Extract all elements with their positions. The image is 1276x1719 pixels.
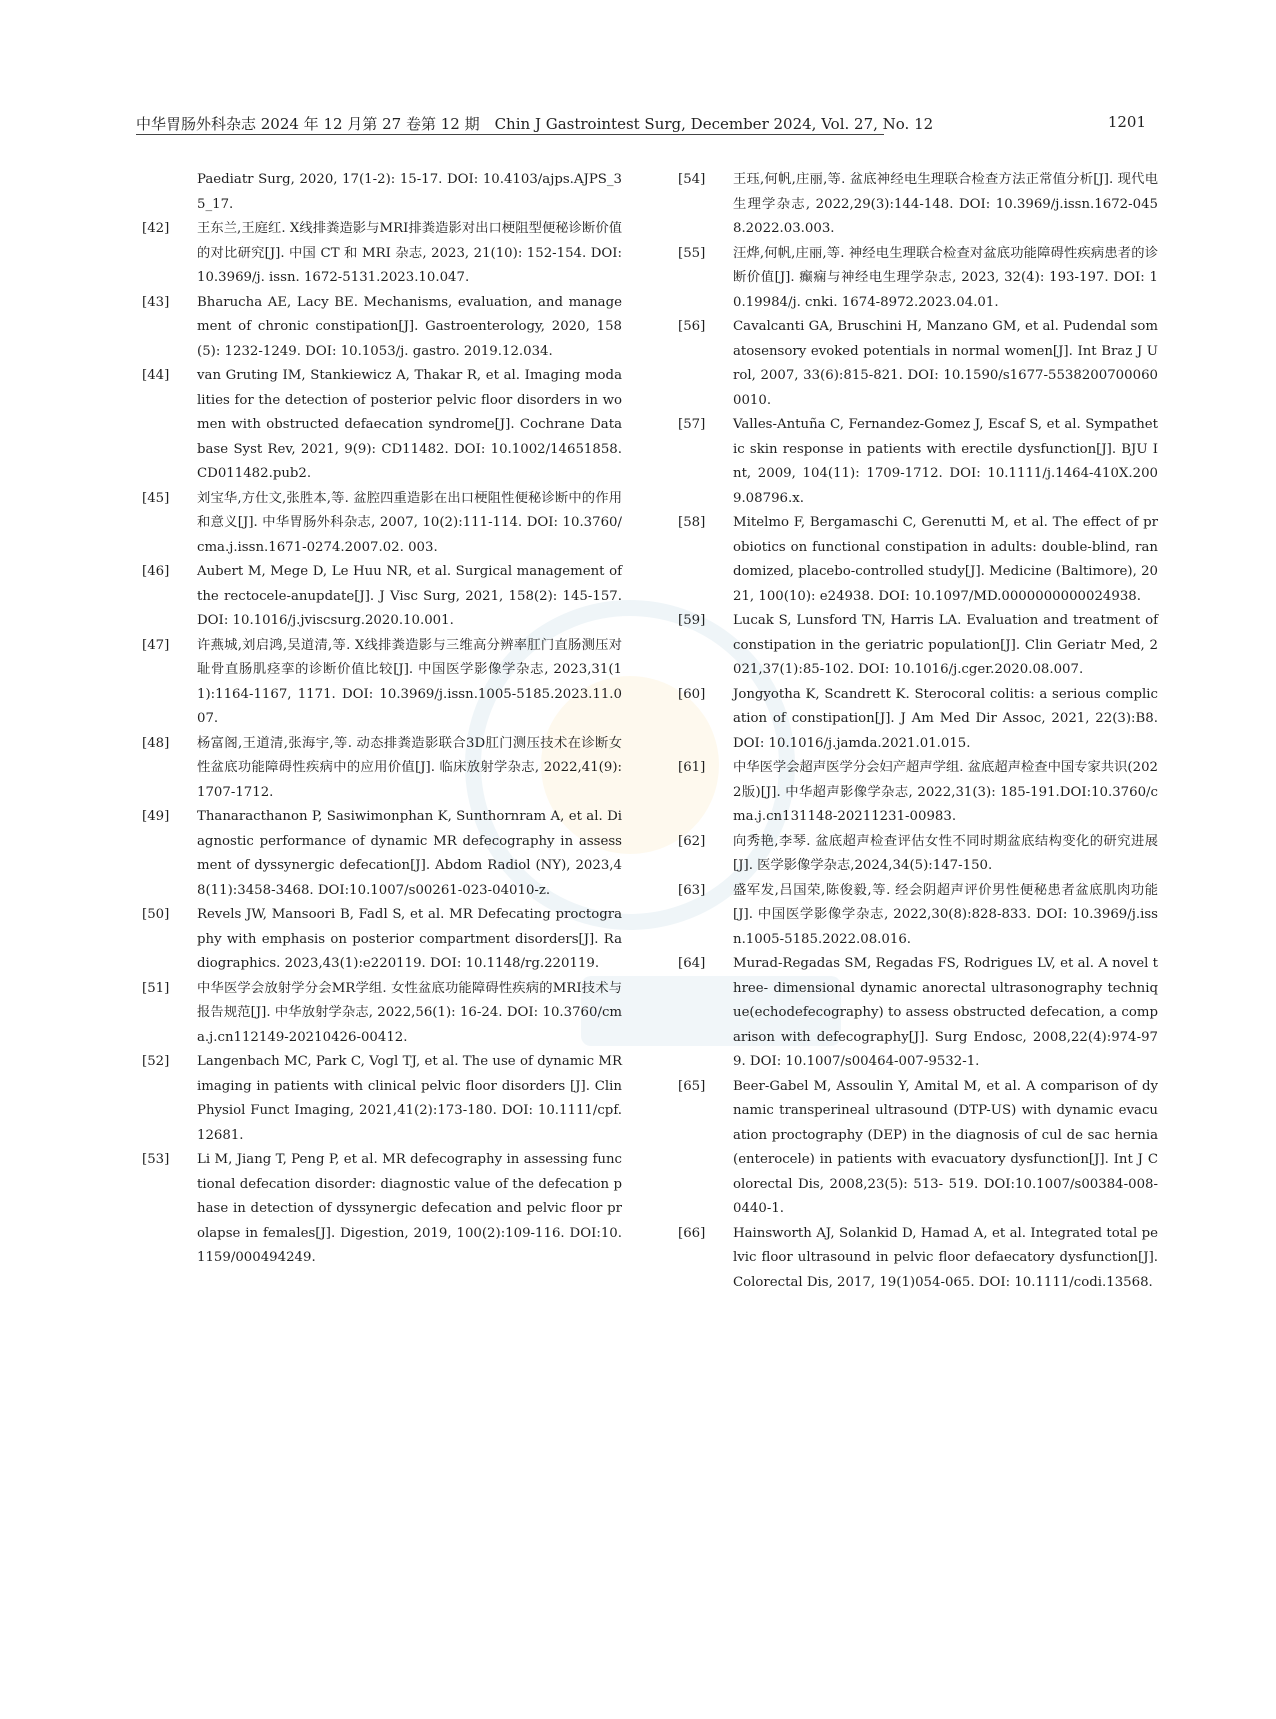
reference-number: [63]: [678, 882, 706, 898]
reference-text: 王珏,何帆,庄丽,等. 盆底神经电生理联合检查方法正常值分析[J]. 现代电生理学杂志, 2022,29(3):144-148. DOI: 10.3969/j.issn.1672-0458.2022.03.003.: [733, 172, 1158, 236]
reference-number: [55]: [678, 245, 706, 261]
reference-number: [52]: [142, 1054, 170, 1069]
reference-number: [58]: [678, 515, 706, 530]
reference-text: Revels JW, Mansoori B, Fadl S, et al. MR Defecating proctography with emphasis on posterior compartment disorders[J]. Radiographics. 2023,43(1):e220119. DOI: 10.1148/rg.220119.: [197, 907, 622, 971]
reference-number: [51]: [142, 980, 170, 996]
reference-number: [48]: [142, 735, 170, 751]
reference-item: [142, 805, 622, 903]
reference-text: 向秀艳,李琴. 盆底超声检查评估女性不同时期盆底结构变化的研究进展[J]. 医学影像学杂志,2024,34(5):147-150.: [733, 833, 1158, 873]
reference-item: [142, 291, 622, 365]
reference-text: Li M, Jiang T, Peng P, et al. MR defecography in assessing functional defecation disorder: diagnostic value of the defecation phase in detection of dyssynergic defecation and pelvic floor prolapse in females[J]. Digestion, 2019, 100(2):109-116. DOI:10.1159/000494249.: [197, 1152, 622, 1265]
reference-item: [678, 879, 1158, 953]
reference-text: 中华医学会放射学分会MR学组. 女性盆底功能障碍性疾病的MRI技术与报告规范[J]. 中华放射学杂志, 2022,56(1): 16-24. DOI: 10.3760/cma.j.cn112149-20210426-00412.: [197, 980, 622, 1045]
reference-text: 汪烨,何帆,庄丽,等. 神经电生理联合检查对盆底功能障碍性疾病患者的诊断价值[J]. 癫痫与神经电生理学杂志, 2023, 32(4): 193-197. DOI: 10.19984/j. cnki. 1674-8972.2023.04.01.: [733, 245, 1158, 310]
reference-number: [47]: [142, 637, 170, 653]
reference-text: Valles-Antuña C, Fernandez-Gomez J, Escaf S, et al. Sympathetic skin response in patients with erectile dysfunction[J]. BJU Int, 2009, 104(11): 1709-1712. DOI: 10.1111/j.1464-410X.2009.08796.x.: [733, 417, 1158, 506]
reference-item: [142, 364, 622, 487]
reference-item: [678, 952, 1158, 1075]
reference-text: Bharucha AE, Lacy BE. Mechanisms, evaluation, and management of chronic constipation[J]. Gastroenterology, 2020, 158(5): 1232-1249. DOI: 10.1053/j. gastro. 2019.12.034.: [197, 294, 622, 359]
reference-number: [43]: [142, 294, 170, 310]
reference-item: [142, 634, 622, 732]
reference-text: Lucak S, Lunsford TN, Harris LA. Evaluation and treatment of constipation in the geriatric population[J]. Clin Geriatr Med, 2021,37(1):85-102. DOI: 10.1016/j.cger.2020.08.007.: [733, 613, 1158, 677]
reference-number: [46]: [142, 564, 170, 579]
running-header: [136, 110, 1146, 136]
reference-text: Mitelmo F, Bergamaschi C, Gerenutti M, et al. The effect of probiotics on functional constipation in adults: double-blind, randomized, placebo-controlled study[J]. Medicine (Baltimore), 2021, 100(10): e24938. DOI: 10.1097/MD.0000000000024938.: [733, 515, 1158, 604]
reference-item: [678, 609, 1158, 683]
reference-number: [60]: [678, 686, 706, 702]
reference-number: [53]: [142, 1152, 170, 1167]
reference-number: [62]: [678, 833, 706, 849]
reference-text: Murad-Regadas SM, Regadas FS, Rodrigues LV, et al. A novel three- dimensional dynamic anorectal ultrasonography technique(echodefecography) to assess obstructed defecation, a comparison with defecography[J]. Surg Endosc, 2008,22(4):974-979. DOI: 10.1007/s00464-007-9532-1.: [733, 956, 1158, 1069]
reference-number: [44]: [142, 368, 170, 383]
reference-item: [678, 413, 1158, 511]
reference-text: Beer-Gabel M, Assoulin Y, Amital M, et al. A comparison of dynamic transperineal ultrasound (DTP-US) with dynamic evacuation proctography (DEP) in the diagnosis of cul de sac hernia (enterocele) in patients with evacuatory dysfunction[J]. Int J Colorectal Dis, 2008,23(5): 513- 519. DOI:10.1007/s00384-008-0440-1.: [733, 1078, 1158, 1216]
reference-number: [57]: [678, 417, 706, 432]
reference-item: [678, 830, 1158, 879]
reference-item: [142, 560, 622, 634]
references-left-column: [142, 168, 622, 1271]
reference-number: [50]: [142, 907, 170, 922]
reference-number: [42]: [142, 221, 170, 236]
reference-item: [142, 977, 622, 1051]
reference-text: 许燕城,刘启鸿,吴道清,等. X线排粪造影与三维高分辨率肛门直肠测压对耻骨直肠肌痉挛的诊断价值比较[J]. 中国医学影像学杂志, 2023,31(11):1164-1167, 1171. DOI: 10.3969/j.issn.1005-5185.2023.11.007.: [197, 637, 622, 726]
journal-header-title: 中华胃肠外科杂志 2024 年 12 月第 27 卷第 12 期 Chin J Gastrointest Surg, December 2024, Vol. 27, No. 12: [136, 115, 934, 133]
reference-number: [59]: [678, 613, 706, 628]
reference-text: 中华医学会超声医学分会妇产超声学组. 盆底超声检查中国专家共识(2022版)[J]. 中华超声影像学杂志, 2022,31(3): 185-191.DOI:10.3760/cma.j.cn131148-20211231-00983.: [733, 760, 1158, 824]
header-rule: [136, 134, 884, 135]
reference-item: [142, 168, 622, 217]
reference-number: [45]: [142, 490, 170, 506]
reference-text: Jongyotha K, Scandrett K. Sterocoral colitis: a serious complication of constipation[J]. J Am Med Dir Assoc, 2021, 22(3):B8. DOI: 10.1016/j.jamda.2021.01.015.: [733, 686, 1158, 751]
reference-text: van Gruting IM, Stankiewicz A, Thakar R, et al. Imaging modalities for the detection of posterior pelvic floor disorders in women with obstructed defaecation syndrome[J]. Cochrane Database Syst Rev, 2021, 9(9): CD11482. DOI: 10.1002/14651858.CD011482.pub2.: [197, 368, 622, 481]
reference-item: [142, 487, 622, 561]
reference-item: [678, 1075, 1158, 1222]
reference-text: Thanaracthanon P, Sasiwimonphan K, Sunthornram A, et al. Diagnostic performance of dynamic MR defecography in assessment of dyssynergic defecation[J]. Abdom Radiol (NY), 2023,48(11):3458-3468. DOI:10.1007/s00261-023-04010-z.: [197, 809, 622, 898]
reference-text: Langenbach MC, Park C, Vogl TJ, et al. The use of dynamic MR imaging in patients with clinical pelvic floor disorders [J]. Clin Physiol Funct Imaging, 2021,41(2):173-180. DOI: 10.1111/cpf.12681.: [197, 1054, 622, 1143]
reference-text: 王东兰,王庭红. X线排粪造影与MRI排粪造影对出口梗阻型便秘诊断价值的对比研究[J]. 中国 CT 和 MRI 杂志, 2023, 21(10): 152-154. DOI: 10.3969/j. issn. 1672-5131.2023.10.047.: [197, 221, 622, 285]
reference-item: [142, 732, 622, 806]
reference-item: [678, 242, 1158, 316]
reference-item: [678, 511, 1158, 609]
page-number: 1201: [1107, 113, 1146, 131]
reference-number: [64]: [678, 956, 706, 971]
reference-item: [678, 315, 1158, 413]
reference-text: 杨富阁,王道清,张海宇,等. 动态排粪造影联合3D肛门测压技术在诊断女性盆底功能障碍性疾病中的应用价值[J]. 临床放射学杂志, 2022,41(9):1707-1712.: [197, 735, 622, 800]
reference-item: [678, 683, 1158, 757]
reference-item: [142, 1050, 622, 1148]
references-right-column: [678, 168, 1158, 1295]
reference-text: 刘宝华,方仕文,张胜本,等. 盆腔四重造影在出口梗阻性便秘诊断中的作用和意义[J]. 中华胃肠外科杂志, 2007, 10(2):111-114. DOI: 10.3760/cma.j.issn.1671-0274.2007.02. 003.: [197, 490, 622, 555]
reference-number: [66]: [678, 1225, 706, 1241]
reference-number: [54]: [678, 172, 706, 187]
reference-item: [142, 1148, 622, 1271]
reference-item: [142, 217, 622, 291]
reference-text: Aubert M, Mege D, Le Huu NR, et al. Surgical management of the rectocele-anupdate[J]. J Visc Surg, 2021, 158(2): 145-157. DOI: 10.1016/j.jviscsurg.2020.10.001.: [197, 564, 622, 628]
reference-text: Cavalcanti GA, Bruschini H, Manzano GM, et al. Pudendal somatosensory evoked potentials in normal women[J]. Int Braz J Urol, 2007, 33(6):815-821. DOI: 10.1590/s1677-55382007000600010.: [733, 319, 1158, 408]
reference-number: [56]: [678, 319, 706, 334]
reference-number: [49]: [142, 809, 170, 824]
reference-text: Paediatr Surg, 2020, 17(1-2): 15-17. DOI: 10.4103/ajps.AJPS_35_17.: [197, 172, 622, 212]
reference-item: [678, 1222, 1158, 1296]
reference-text: Hainsworth AJ, Solankid D, Hamad A, et al. Integrated total pelvic floor ultrasound in pelvic floor defaecatory dysfunction[J]. Colorectal Dis, 2017, 19(1)054-065. DOI: 10.1111/codi.13568.: [733, 1225, 1158, 1290]
reference-item: [142, 903, 622, 977]
reference-item: [678, 168, 1158, 242]
reference-number: [65]: [678, 1078, 706, 1094]
reference-item: [678, 756, 1158, 830]
reference-number: [61]: [678, 760, 706, 775]
reference-text: 盛军发,吕国荣,陈俊毅,等. 经会阴超声评价男性便秘患者盆底肌肉功能[J]. 中国医学影像学杂志, 2022,30(8):828-833. DOI: 10.3969/j.issn.1005-5185.2022.08.016.: [733, 882, 1158, 947]
